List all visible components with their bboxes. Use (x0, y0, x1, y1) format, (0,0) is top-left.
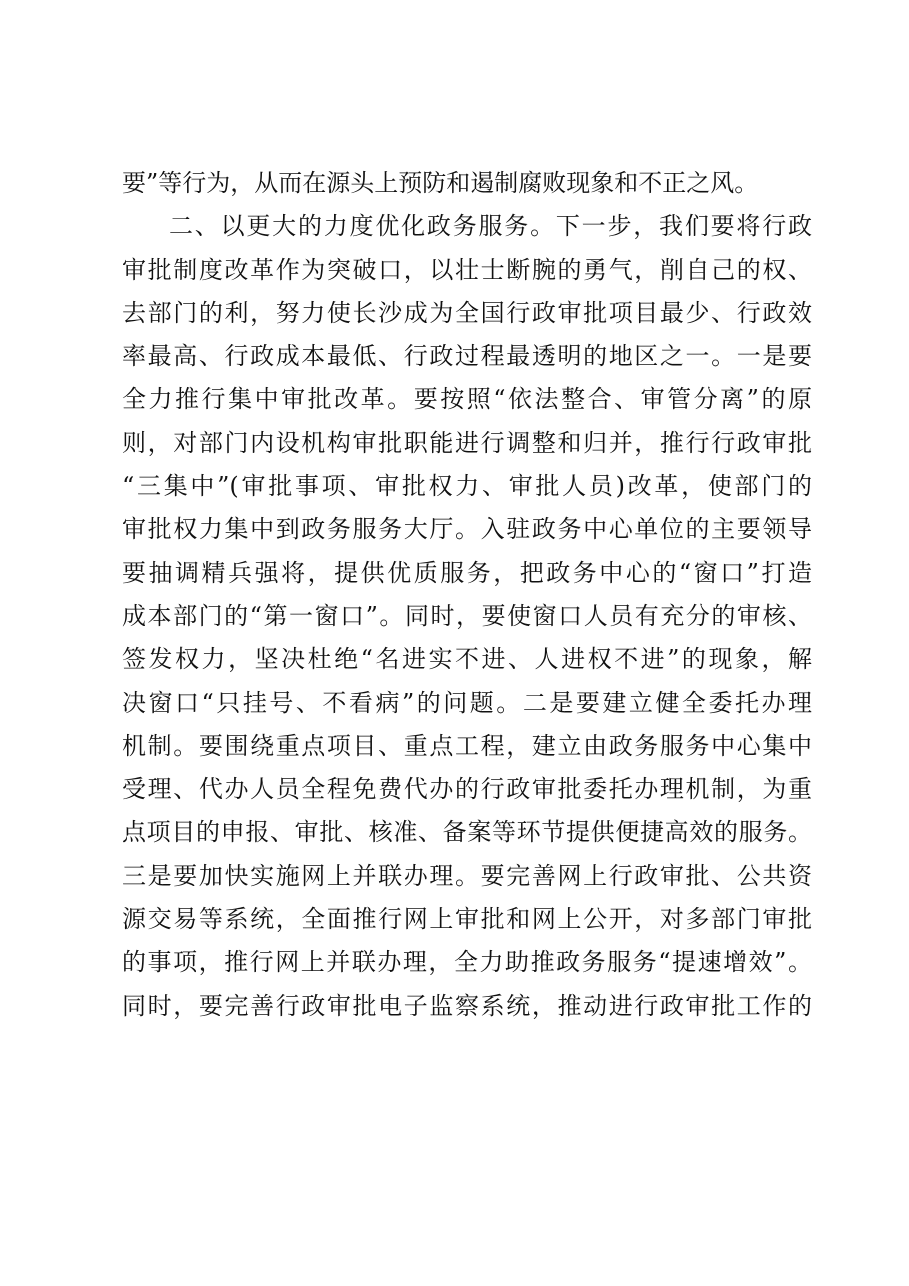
text-line-3: 审批制度改革作为突破口，以壮士断腕的勇气，削自己的权、 (122, 255, 812, 284)
text-line-17: 三是要加快实施网上并联办理。要完善网上行政审批、公共资 (122, 861, 812, 890)
text-line-13: 决窗口“只挂号、不看病”的问题。二是要建立健全委托办理 (122, 688, 812, 717)
text-line-19: 的事项，推行网上并联办理，全力助推政务服务“提速增效”。 (122, 948, 812, 977)
body-text (122, 162, 812, 1028)
text-line-5: 率最高、行政成本最低、行政过程最透明的地区之一。一是要 (122, 342, 812, 371)
text-line-12: 签发权力，坚决杜绝“名进实不进、人进权不进”的现象，解 (122, 645, 812, 674)
text-line-14: 机制。要围绕重点项目、重点工程，建立由政务服务中心集中 (122, 731, 812, 760)
text-line-1: 要”等行为，从而在源头上预防和遏制腐败现象和不正之风。 (122, 169, 759, 197)
text-line-16: 点项目的申报、审批、核准、备案等环节提供便捷高效的服务。 (122, 818, 812, 847)
text-line-20: 同时，要完善行政审批电子监察系统，推动进行政审批工作的 (122, 991, 812, 1020)
text-line-10: 要抽调精兵强将，提供优质服务，把政务中心的“窗口”打造 (122, 558, 812, 587)
text-line-6: 全力推行集中审批改革。要按照“依法整合、审管分离”的原 (122, 385, 812, 414)
text-line-11: 成本部门的“第一窗口”。同时，要使窗口人员有充分的审核、 (122, 601, 812, 630)
text-line-8: “三集中”(审批事项、审批权力、审批人员)改革，使部门的 (122, 472, 812, 501)
text-line-2: 二、以更大的力度优化政务服务。下一步，我们要将行政 (169, 212, 812, 241)
text-line-9: 审批权力集中到政务服务大厅。入驻政务中心单位的主要领导 (122, 515, 812, 544)
text-line-7: 则，对部门内设机构审批职能进行调整和归并，推行行政审批 (122, 428, 812, 457)
text-line-4: 去部门的利，努力使长沙成为全国行政审批项目最少、行政效 (122, 298, 812, 327)
text-line-18: 源交易等系统，全面推行网上审批和网上公开，对多部门审批 (122, 905, 812, 934)
text-line-15: 受理、代办人员全程免费代办的行政审批委托办理机制，为重 (122, 775, 812, 804)
